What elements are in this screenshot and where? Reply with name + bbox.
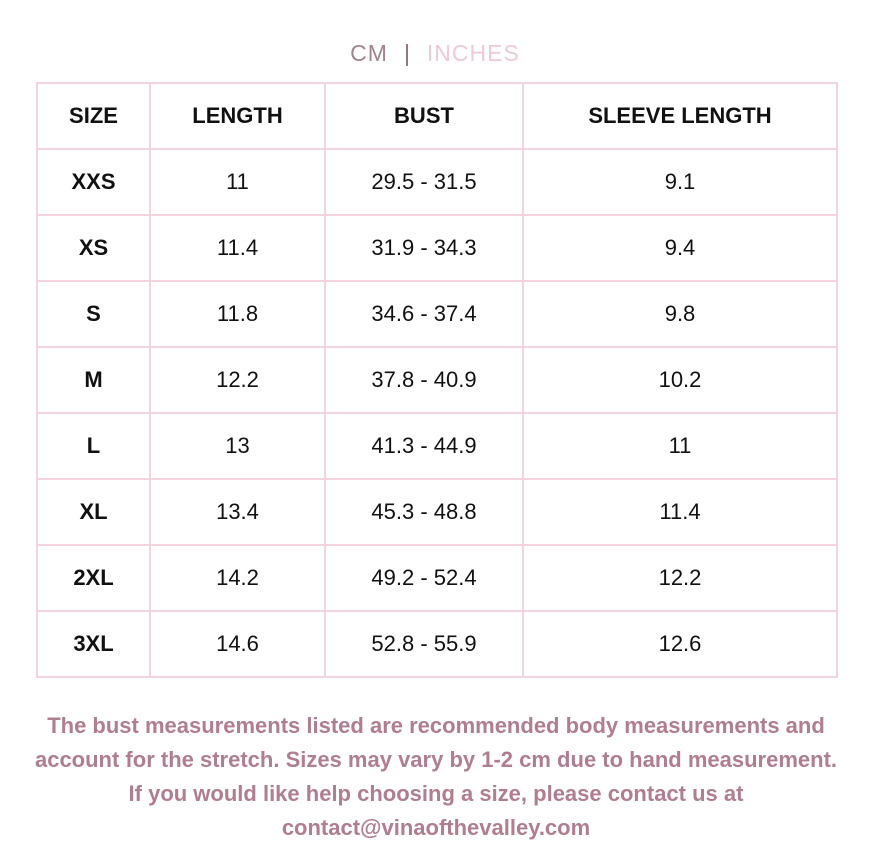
table-row <box>37 545 837 611</box>
unit-separator: | <box>403 40 411 66</box>
sleeve-length-cell: 11.4 <box>523 479 837 545</box>
size-cell: L <box>37 413 150 479</box>
bust-cell: 34.6 - 37.4 <box>325 281 523 347</box>
length-cell: 13 <box>150 413 325 479</box>
bust-cell: 52.8 - 55.9 <box>325 611 523 677</box>
size-cell: XXS <box>37 149 150 215</box>
header-length: LENGTH <box>150 83 325 149</box>
table-row <box>37 281 837 347</box>
size-cell: 3XL <box>37 611 150 677</box>
length-cell: 12.2 <box>150 347 325 413</box>
header-bust: BUST <box>325 83 523 149</box>
table-row <box>37 149 837 215</box>
sleeve-length-cell: 9.8 <box>523 281 837 347</box>
unit-cm-button[interactable]: CM <box>350 40 388 66</box>
table-row <box>37 215 837 281</box>
length-cell: 13.4 <box>150 479 325 545</box>
length-cell: 11.8 <box>150 281 325 347</box>
measurement-note: The bust measurements listed are recommended body measurements and account for the stretch. Sizes may vary by 1-2 cm due to hand measurement. If you would like help choosing a size, please contact us at contact@vinaofthevalley.com <box>34 713 838 840</box>
sleeve-length-cell: 9.4 <box>523 215 837 281</box>
unit-inches-button[interactable]: INCHES <box>426 40 520 66</box>
table-row <box>37 479 837 545</box>
size-cell: 2XL <box>37 545 150 611</box>
unit-toggle <box>0 38 870 68</box>
bust-cell: 29.5 - 31.5 <box>325 149 523 215</box>
bust-cell: 45.3 - 48.8 <box>325 479 523 545</box>
size-cell: XL <box>37 479 150 545</box>
sleeve-length-cell: 11 <box>523 413 837 479</box>
table-row <box>37 611 837 677</box>
bust-cell: 41.3 - 44.9 <box>325 413 523 479</box>
bust-cell: 37.8 - 40.9 <box>325 347 523 413</box>
sleeve-length-cell: 9.1 <box>523 149 837 215</box>
sleeve-length-cell: 10.2 <box>523 347 837 413</box>
header-sleeve-length: SLEEVE LENGTH <box>523 83 837 149</box>
length-cell: 14.6 <box>150 611 325 677</box>
size-cell: M <box>37 347 150 413</box>
sleeve-length-cell: 12.2 <box>523 545 837 611</box>
table-row <box>37 413 837 479</box>
size-cell: S <box>37 281 150 347</box>
bust-cell: 49.2 - 52.4 <box>325 545 523 611</box>
sleeve-length-cell: 12.6 <box>523 611 837 677</box>
size-chart-table <box>36 82 838 678</box>
length-cell: 14.2 <box>150 545 325 611</box>
length-cell: 11 <box>150 149 325 215</box>
bust-cell: 31.9 - 34.3 <box>325 215 523 281</box>
table-row <box>37 347 837 413</box>
header-size: SIZE <box>37 83 150 149</box>
length-cell: 11.4 <box>150 215 325 281</box>
size-cell: XS <box>37 215 150 281</box>
table-header-row <box>37 83 837 149</box>
